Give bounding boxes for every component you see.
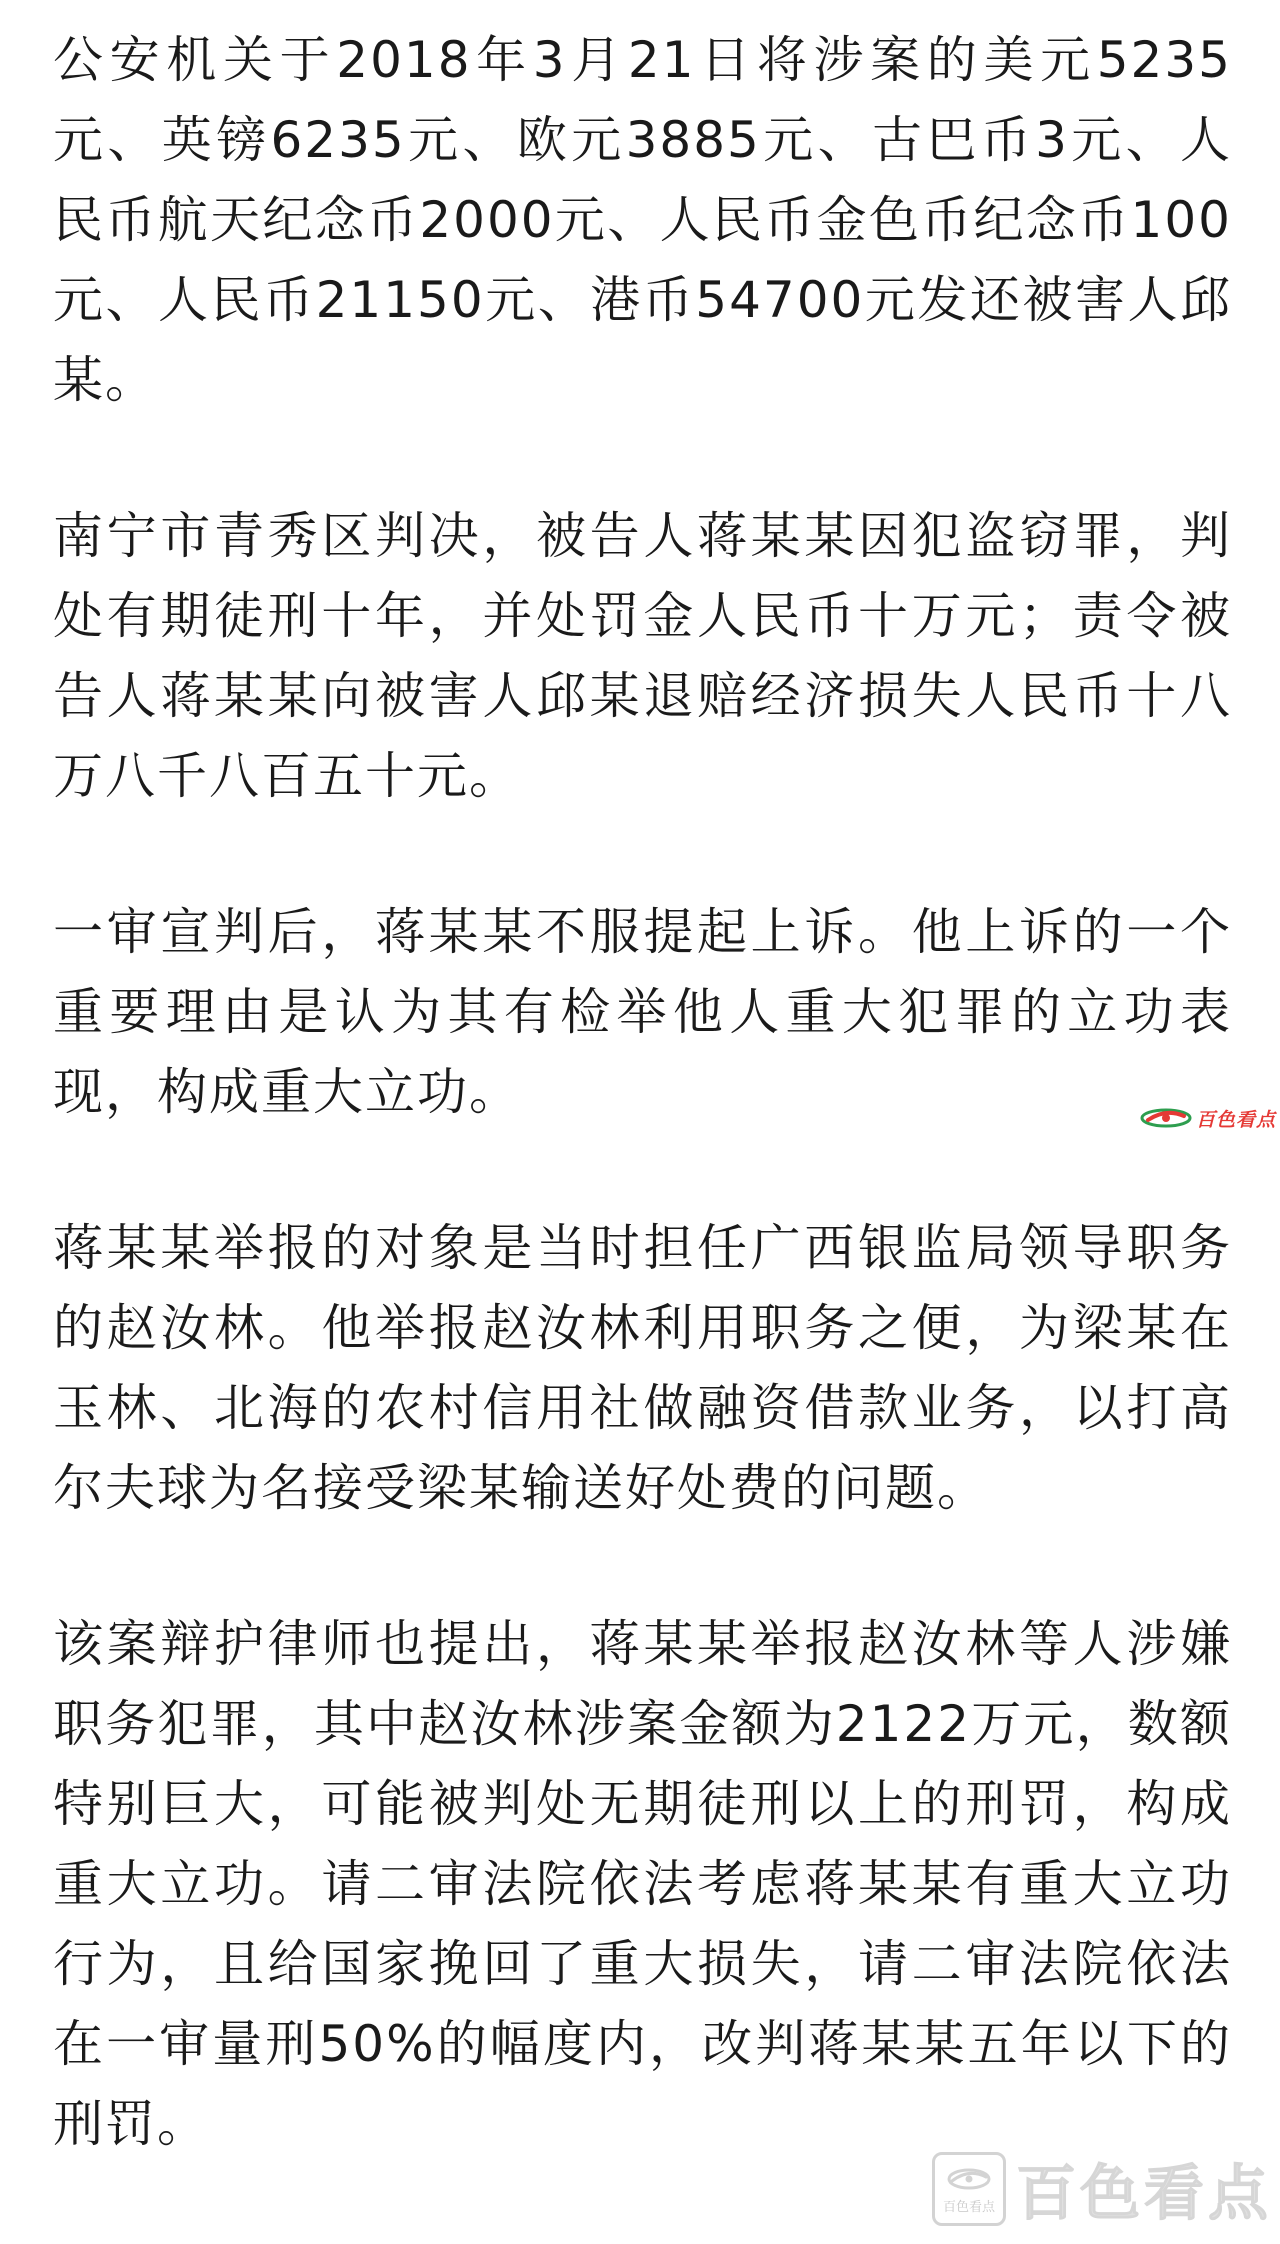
paragraph-4: 蒋某某举报的对象是当时担任广西银监局领导职务的赵汝林。他举报赵汝林利用职务之便，为梁某在玉林、北海的农村信用社做融资借款业务，以打高尔夫球为名接受梁某输送好处费的问题。: [53, 1219, 1232, 1517]
paragraph-2: 南宁市青秀区判决，被告人蒋某某因犯盗窃罪，判处有期徒刑十年，并处罚金人民币十万元；责令被告人蒋某某向被害人邱某退赔经济损失人民币十八万八千八百五十元。: [53, 507, 1232, 805]
paragraph-3: 一审宣判后，蒋某某不服提起上诉。他上诉的一个重要理由是认为其有检举他人重大犯罪的立功表现，构成重大立功。: [53, 903, 1232, 1121]
corner-watermark-text: 百色看点: [1016, 2159, 1272, 2229]
paragraph-5: 该案辩护律师也提出，蒋某某举报赵汝林等人涉嫌职务犯罪，其中赵汝林涉案金额为2122万元，数额特别巨大，可能被判处无期徒刑以上的刑罚，构成重大立功。请二审法院依法考虑蒋某某有重大立功行为，且给国家挽回了重大损失，请二审法院依法在一审量刑50%的幅度内，改判蒋某某五年以下的刑罚。: [53, 1615, 1232, 2153]
badge-caption: 百色看点: [942, 2199, 995, 2215]
inline-watermark-text: 百色看点: [1196, 1108, 1277, 1131]
swirl-logo-icon: [1140, 1104, 1192, 1132]
inline-watermark: [1140, 1104, 1276, 1132]
logo-badge-icon: [932, 2152, 1006, 2226]
paragraph-1: 公安机关于2018年3月21日将涉案的美元5235元、英镑6235元、欧元3885元、古巴币3元、人民币航天纪念币2000元、人民币金色币纪念币100元、人民币21150元、港币54700元发还被害人邱某。: [53, 31, 1232, 409]
corner-watermark: [932, 2146, 1272, 2232]
